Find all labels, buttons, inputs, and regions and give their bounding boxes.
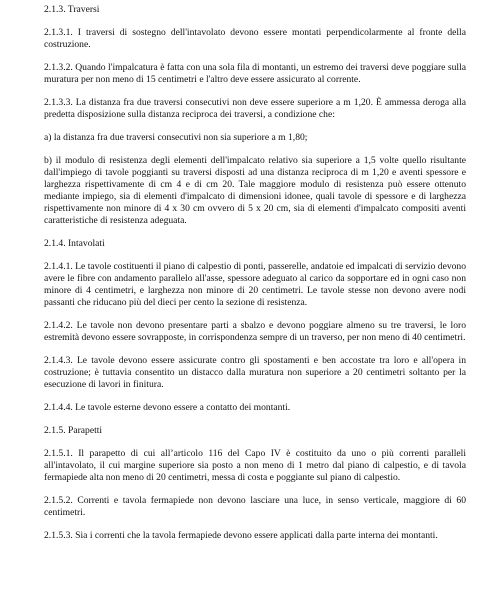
- paragraph-2-1-4-1: 2.1.4.1. Le tavole costituenti il piano di calpestio di ponti, passerelle, andatoie ed impalcati di servizio devono avere le fibre con andamento parallelo all'asse, spessore adeguato al carico da sopportare ed in ogni caso non minore di 4 centimetri, e larghezza non minore di 20 centimetri. Le tavole stesse non devono avere nodi passanti che riducano più del dieci per cento la sezione di resistenza.: [44, 261, 467, 308]
- paragraph-2-1-5-2: 2.1.5.2. Correnti e tavola fermapiede non devono lasciare una luce, in senso verticale, maggiore di 60 centimetri.: [44, 495, 466, 518]
- paragraph-2-1-5-3: 2.1.5.3. Sia i correnti che la tavola fermapiede devono essere applicati dalla parte interna dei montanti.: [44, 530, 438, 541]
- paragraph-item-a: a) la distanza fra due traversi consecutivi non sia superiore a m 1,80;: [44, 132, 308, 143]
- paragraph-2-1-4-3: 2.1.4.3. Le tavole devono essere assicurate contro gli spostamenti e ben accostate tra loro e all'opera in costruzione; è tuttavia consentito un distacco dalla muratura non superiore a 20 centimetri soltanto per la esecuzione di lavori in finitura.: [44, 355, 466, 390]
- paragraph-2-1-3-1: 2.1.3.1. I traversi di sostegno dell'intavolato devono essere montati perpendicolarmente al fronte della costruzione.: [44, 27, 466, 50]
- section-heading-intavolati: 2.1.4. Intavolati: [44, 238, 105, 249]
- paragraph-item-b: b) il modulo di resistenza degli elementi dell'impalcato relativo sia superiore a 1,5 volte quello risultante dall'impiego di tavole poggianti su traversi disposti ad una distanza reciproca di m 1,20 e aventi spessore e larghezza rispettivamente di cm 4 e di cm 20. Tale maggiore modulo di resistenza può essere ottenuto mediante impiego, sia di elementi d'impalcato di dimensioni idonee, quali tavole di spessore e di larghezza rispettivamente non minore di 4 x 30 cm ovvero di 5 x 20 cm, sia di elementi d'impalcato compositi aventi caratteristiche di resistenza adeguata.: [44, 155, 466, 226]
- paragraph-2-1-4-4: 2.1.4.4. Le tavole esterne devono essere a contatto dei montanti.: [44, 402, 291, 413]
- paragraph-2-1-4-2: 2.1.4.2. Le tavole non devono presentare parti a sbalzo e devono poggiare almeno su tre traversi, le loro estremità devono essere sovrapposte, in corrispondenza sempre di un traverso, per non meno di 40 centimetri.: [44, 320, 466, 343]
- paragraph-2-1-5-1: 2.1.5.1. Il parapetto di cui all’articolo 116 del Capo IV è costituito da uno o più correnti paralleli all'intavolato, il cui margine superiore sia posto a non meno di 1 metro dal piano di calpestio, e di tavola fermapiede alta non meno di 20 centimetri, messa di costa e poggiante sul piano di calpestio.: [44, 448, 466, 483]
- paragraph-2-1-3-3: 2.1.3.3. La distanza fra due traversi consecutivi non deve essere superiore a m 1,20. È ammessa deroga alla predetta disposizione sulla distanza reciproca dei traversi, a condizione che:: [44, 97, 466, 120]
- section-heading-parapetti: 2.1.5. Parapetti: [44, 425, 103, 436]
- paragraph-2-1-3-2: 2.1.3.2. Quando l'impalcatura è fatta con una sola fila di montanti, un estremo dei traversi deve poggiare sulla muratura per non meno di 15 centimetri e l'altro deve essere assicurato al corrente.: [44, 62, 466, 85]
- document-page: [44, 4, 466, 542]
- section-heading-traversi: 2.1.3. Traversi: [44, 4, 100, 15]
